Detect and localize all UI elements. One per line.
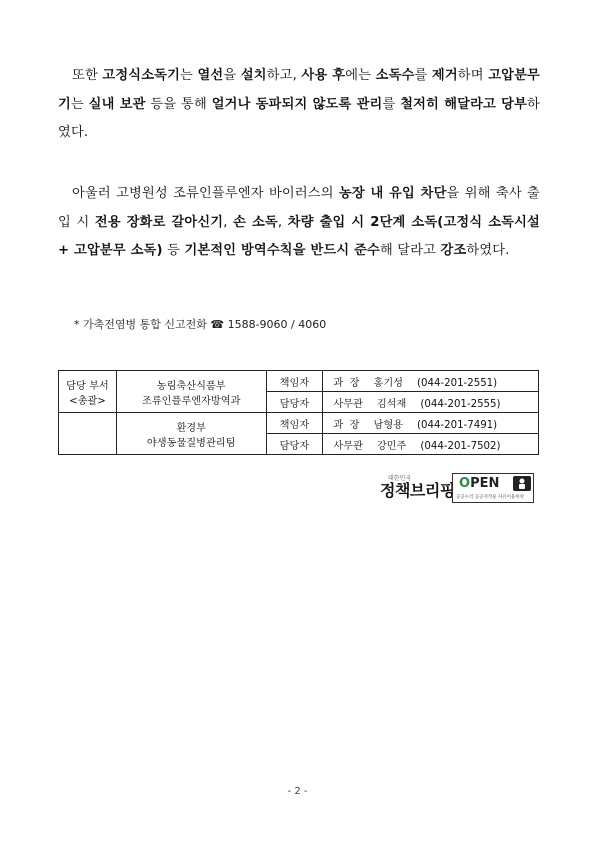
text: , xyxy=(277,214,288,230)
contact-phone: (044-201-2555) xyxy=(420,398,501,410)
text-bold: 소독수 xyxy=(375,68,415,83)
text: 는 xyxy=(70,96,89,112)
org-division: 야생동물질병관리팀 xyxy=(146,437,236,449)
contact-title: 사무관 xyxy=(333,440,363,452)
dept-sub: <총괄> xyxy=(69,395,106,407)
contact-name: 강민주 xyxy=(376,440,407,452)
paragraph-2 xyxy=(58,180,540,266)
role-cell: 책임자 xyxy=(266,413,323,434)
logo-big-text: 정책브리핑 xyxy=(380,481,455,500)
paragraph-1 xyxy=(58,62,540,148)
contact-title: 사무관 xyxy=(333,398,363,410)
text-bold: 철저히 해달라고 당부 xyxy=(400,96,528,112)
text-bold: 실내 보관 xyxy=(88,96,146,112)
contact-cell xyxy=(323,371,539,392)
contact-phone: (044-201-7502) xyxy=(420,440,501,452)
contact-title: 과 장 xyxy=(333,419,360,431)
attribution-person-icon xyxy=(513,476,531,491)
text-bold: 사용 후 xyxy=(301,68,346,83)
text: , xyxy=(223,214,234,230)
role-cell: 담당자 xyxy=(266,392,323,413)
contact-phone: (044-201-2551) xyxy=(417,377,498,389)
text: 하고, xyxy=(266,68,302,83)
contact-cell xyxy=(323,434,539,455)
text-bold: 강조 xyxy=(440,243,467,258)
text: 등을 통해 xyxy=(145,96,212,112)
text: 하며 xyxy=(457,68,489,83)
footer-badges xyxy=(380,473,535,505)
text: 등 xyxy=(162,243,185,258)
text-bold: 손 소독 xyxy=(233,214,278,230)
table-row xyxy=(59,371,539,392)
contact-phone: (044-201-7491) xyxy=(417,419,498,431)
contact-name: 홍기성 xyxy=(373,377,404,389)
open-license-badge xyxy=(452,473,534,503)
text: 또한 xyxy=(72,68,103,83)
text: 을 위해 축사 출입 시 xyxy=(58,186,540,230)
role-cell: 책임자 xyxy=(266,371,323,392)
contact-cell xyxy=(323,392,539,413)
text-bold: 열선 xyxy=(197,68,224,83)
text: 해 달라고 xyxy=(379,243,441,258)
text: 를 xyxy=(382,96,401,112)
open-sub-text: 공공누리 공공저작물 자유이용허락 xyxy=(456,495,525,500)
text: 에는 xyxy=(345,68,376,83)
org-cell xyxy=(116,371,266,413)
org-name: 환경부 xyxy=(176,422,206,434)
text: 를 xyxy=(414,68,432,83)
contact-name: 김석재 xyxy=(376,398,407,410)
logo-small-text: 대한민국 xyxy=(388,475,412,482)
contact-name: 남형용 xyxy=(373,419,404,431)
text: 아울러 고병원성 조류인플루엔자 바이러스의 xyxy=(72,186,339,201)
text-bold: 농장 내 유입 차단 xyxy=(338,186,447,201)
open-rest: PEN xyxy=(470,476,500,491)
table-row xyxy=(59,413,539,434)
open-o: O xyxy=(459,476,471,491)
contact-table xyxy=(58,370,539,455)
text-bold: 기본적인 방역수칙을 반드시 준수 xyxy=(184,243,380,258)
contact-cell xyxy=(323,413,539,434)
open-word xyxy=(459,476,499,491)
text-bold: 고정식소독기 xyxy=(102,68,181,83)
text-bold: 얼거나 동파되지 않도록 관리 xyxy=(211,96,383,112)
text-bold: 전용 장화로 갈아신기 xyxy=(94,214,224,230)
org-cell xyxy=(116,413,266,455)
contact-title: 과 장 xyxy=(333,377,360,389)
page-number: - 2 - xyxy=(287,786,308,797)
text: 을 xyxy=(223,68,241,83)
dept-cell xyxy=(59,371,117,413)
text-bold: 차량 출입 시 2단계 소독(고정식 소독시설 + 고압분무 소독) xyxy=(58,214,540,258)
org-name: 농림축산식품부 xyxy=(156,380,226,392)
text-bold: 제거 xyxy=(431,68,458,83)
text: 하였다. xyxy=(466,243,510,258)
dept-cell xyxy=(59,413,117,455)
text-bold: 설치 xyxy=(240,68,267,83)
report-hotline-note: * 가축전염병 통합 신고전화 ☎ 1588-9060 / 4060 xyxy=(74,318,327,331)
role-cell: 담당자 xyxy=(266,434,323,455)
text-bold: 고압분무기 xyxy=(58,68,540,112)
dept-label: 담당 부서 xyxy=(66,380,109,392)
text: 하였다. xyxy=(58,96,540,140)
text: 는 xyxy=(180,68,198,83)
org-division: 조류인플루엔자방역과 xyxy=(142,395,241,407)
